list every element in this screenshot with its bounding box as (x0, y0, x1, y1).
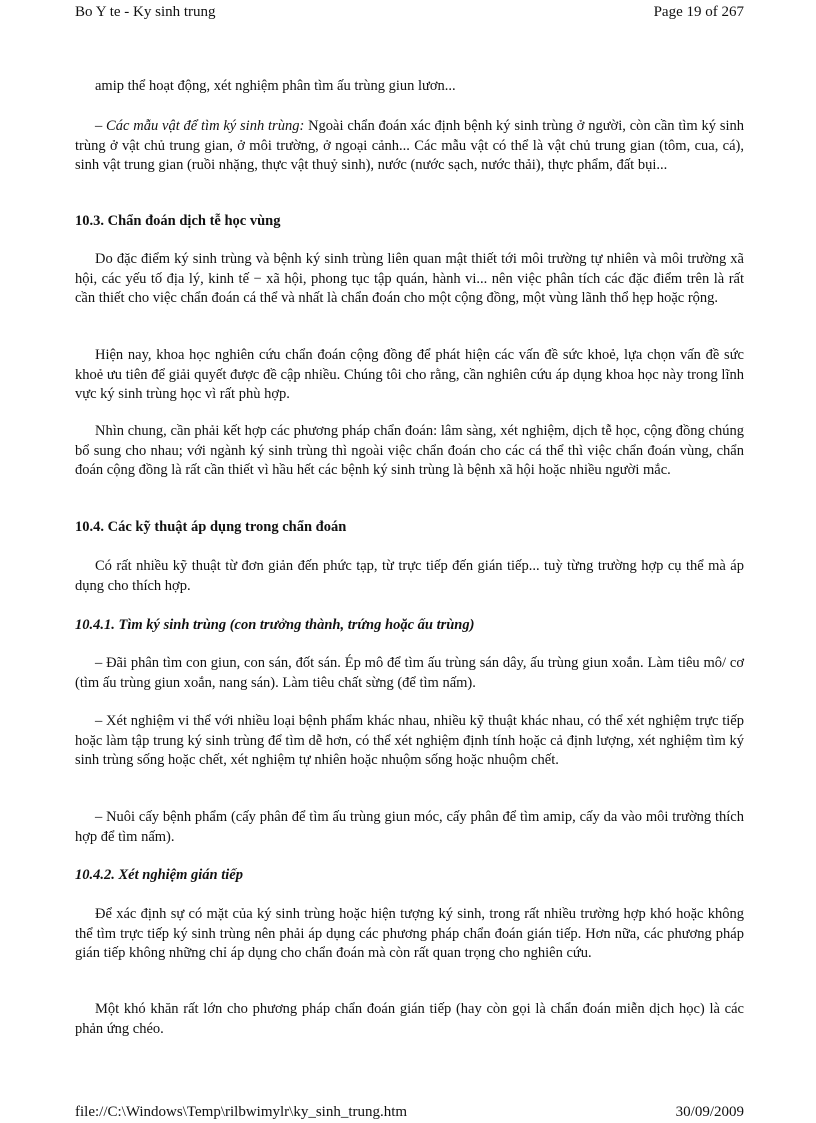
paragraph-cross-reactions: Một khó khăn rất lớn cho phương pháp chẩn đoán gián tiếp (hay còn gọi là chẩn đoán miễn dịch học) là các phản ứng chéo. (75, 1001, 744, 1037)
heading-10-4-2: 10.4.2. Xét nghiệm gián tiếp (75, 867, 243, 883)
heading-10-4: 10.4. Các kỹ thuật áp dụng trong chẩn đoán (75, 519, 347, 535)
paragraph-samples-text: Ngoài chẩn đoán xác định bệnh ký sinh trùng ở người, còn cần tìm ký sinh trùng ở vật chủ trung gian, ở môi trường, ở ngoại cảnh... Các mẫu vật có thể là vật chủ trung gian (tôm, cua, cá), sinh vật trung gian (ruồi nhặng, thực vật thuỷ sinh), nước (nước sạch, nước thải), thực phẩm, đất bụi... (75, 118, 744, 173)
paragraph-samples-lead: – Các mẫu vật để tìm ký sinh trùng: (95, 118, 305, 134)
heading-10-3: 10.3. Chẩn đoán dịch tễ học vùng (75, 213, 281, 229)
page-number: Page 19 of 267 (653, 4, 744, 20)
document-title: Bo Y te - Ky sinh trung (75, 4, 216, 20)
file-path: file://C:\Windows\Temp\rilbwimylr\ky_sinh_trung.htm (75, 1104, 408, 1120)
paragraph-stool-washing: – Đãi phân tìm con giun, con sán, đốt sán. Ép mô để tìm ấu trùng sán dây, ấu trùng giun xoắn. Làm tiêu mô/ cơ (tìm ấu trùng giun xoắn, nang sán). Làm tiêu chất sừng (để tìm nấm). (75, 655, 744, 691)
page-footer (75, 1103, 744, 1121)
print-date: 30/09/2009 (675, 1104, 744, 1120)
page-header (75, 3, 744, 21)
paragraph-microscopy: – Xét nghiệm vi thể với nhiều loại bệnh phẩm khác nhau, nhiều kỹ thuật khác nhau, có thể xét nghiệm trực tiếp hoặc làm tập trung ký sinh trùng để tìm dễ hơn, có thể xét nghiệm định tính hoặc cả định lượng, xét nghiệm tìm ký sinh trùng sống hoặc chết, xét nghiệm tự nhiên hoặc nhuộm sống hoặc nhuộm chết. (75, 713, 744, 768)
paragraph-community-diagnosis: Hiện nay, khoa học nghiên cứu chẩn đoán cộng đồng để phát hiện các vấn đề sức khoẻ, lựa chọn vấn đề sức khoẻ ưu tiên để giải quyết được đề cập nhiều. Chúng tôi cho rằng, cần nghiên cứu áp dụng khoa học này trong lĩnh vực ký sinh trùng học vì rất phù hợp. (75, 347, 744, 402)
paragraph-culture: – Nuôi cấy bệnh phẩm (cấy phân để tìm ấu trùng giun móc, cấy phân để tìm amip, cấy da vào môi trường thích hợp để tìm nấm). (75, 809, 744, 845)
heading-10-4-1: 10.4.1. Tìm ký sinh trùng (con trưởng thành, trứng hoặc ấu trùng) (75, 617, 475, 633)
paragraph-techniques: Có rất nhiều kỹ thuật từ đơn giản đến phức tạp, từ trực tiếp đến gián tiếp... tuỳ từng trường hợp cụ thể mà áp dụng cho thích hợp. (75, 558, 744, 594)
paragraph-indirect: Để xác định sự có mặt của ký sinh trùng hoặc hiện tượng ký sinh, trong rất nhiều trường hợp khó hoặc không thể tìm trực tiếp ký sinh trùng nên phải áp dụng các phương pháp chẩn đoán gián tiếp. Hơn nữa, các phương pháp gián tiếp không những chỉ áp dụng cho chẩn đoán mà còn rất quan trọng cho nghiên cứu. (75, 906, 744, 961)
paragraph-amip: amip thể hoạt động, xét nghiệm phân tìm ấu trùng giun lươn... (95, 78, 456, 94)
paragraph-epidemiology: Do đặc điểm ký sinh trùng và bệnh ký sinh trùng liên quan mật thiết tới môi trường tự nhiên và môi trường xã hội, các yếu tố địa lý, kinh tế − xã hội, phong tục tập quán, hành vi... nên việc phân tích các đặc điểm trên là rất cần thiết cho việc chẩn đoán cá thể và nhất là chẩn đoán cho một cộng đồng, một vùng lãnh thổ hẹp hoặc rộng. (75, 251, 744, 306)
paragraph-samples (75, 117, 744, 176)
paragraph-combined-methods: Nhìn chung, cần phải kết hợp các phương pháp chẩn đoán: lâm sàng, xét nghiệm, dịch tễ học, cộng đồng chúng bổ sung cho nhau; với ngành ký sinh trùng thì ngoài việc chẩn đoán cho các cá thể thì việc chẩn đoán vùng, chẩn đoán cộng đồng là rất cần thiết vì hầu hết các bệnh ký sinh trùng là bệnh xã hội hoặc nhiều người mắc. (75, 423, 744, 478)
